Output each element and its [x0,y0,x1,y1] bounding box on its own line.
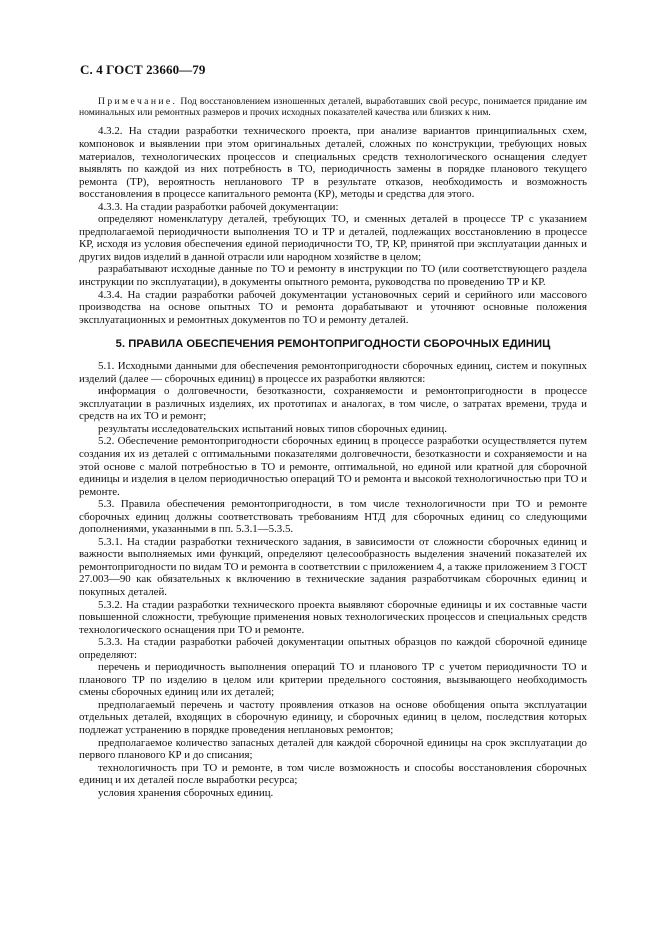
paragraph-5-1-item-2: результаты исследовательских испытаний новых типов сборочных единиц. [98,422,447,435]
paragraph-5-3-3-item-1: перечень и периодичность выполнения операций ТО и планового ТР с учетом периодичности ТО и планового ТР по изделию в целом или критерии предельного состояния, вызывающего необходимость смены сборочных единиц или их деталей; [79,661,587,699]
paragraph-4-3-3: 4.3.3. На стадии разработки рабочей документации: [98,200,339,213]
paragraph-5-3-1: 5.3.1. На стадии разработки технического задания, в зависимости от сложности сборочных единиц и важности выполняемых ими функций, определяют целесообразность выделения значений показателей их ремонтопригодности по видам ТО и ремонта в соответствии с приложением 4, а также приложением 3 ГОСТ 27.003—90 как обязательных к включению в технические задания разработчикам сборочных единиц и покупных деталей. [79,535,587,598]
paragraph-4-3-3-item-1: определяют номенклатуру деталей, требующих ТО, и сменных деталей в процессе ТР с указанием предполагаемой периодичности выполнения ТО и ТР и деталей, подлежащих восстановлению в процессе КР, исходя из условия обеспечения единой периодичности ТО, ТР, КР, принятой при эксплуатации данных и других видов изделий в данной отрасли или народном хозяйстве в целом; [79,213,587,263]
paragraph-4-3-4: 4.3.4. На стадии разработки рабочей документации установочных серий и серийного или массового производства на основе опытных ТО и ремонта дорабатывают и уточняют основные положения эксплуатационных и ремонтных документов по ТО и ремонту деталей. [79,288,587,326]
paragraph-5-3-3-item-3: предполагаемое количество запасных деталей для каждой сборочной единицы на срок эксплуатации до первого планового КР и до списания; [79,736,587,762]
paragraph-5-3-3-item-4: технологичность при ТО и ремонте, в том числе возможность и способы восстановления сборочных единиц и их деталей после выработки ресурса; [79,761,587,787]
note-paragraph [79,97,587,118]
paragraph-5-3-3-item-2: предполагаемый перечень и частоту проявления отказов на основе обобщения опыта эксплуатации отдельных деталей, входящих в сборочную единицу, и сборочных единиц в целом, последствия которых подлежат устранению в порядке проведения неплановых ремонтов; [79,698,587,737]
page-header: С. 4 ГОСТ 23660—79 [80,62,206,77]
note-text: Под восстановлением изношенных деталей, выработавших свой ресурс, понимается придание им номинальных или ремонтных размеров и прочих исходных показателей качества или близких к ним. [79,96,587,118]
section-5-title: 5. ПРАВИЛА ОБЕСПЕЧЕНИЯ РЕМОНТОПРИГОДНОСТИ СБОРОЧНЫХ ЕДИНИЦ [115,338,551,351]
paragraph-5-2: 5.2. Обеспечение ремонтопригодности сборочных единиц в процессе разработки осуществляется путем создания их из деталей с оптимальными показателями долговечности, безотказности и сохраняемости и на этой основе с малой потребностью в ТО и ремонте, оптимальной, но единой или кратной для сборочной единицы и изделия в целом периодичностью операций ТО и ремонта и высокой технологичностью при ТО и ремонте. [79,435,587,498]
paragraph-4-3-3-item-2: разрабатывают исходные данные по ТО и ремонту в инструкции по ТО (или соответствующего раздела инструкции по эксплуатации), в документы опытного ремонта, руководства по проведению ТР и КР. [79,263,587,288]
paragraph-5-3-2: 5.3.2. На стадии разработки технического проекта выявляют сборочные единицы и их составные части повышенной сложности, требующие применения новых технологических процессов и специальных средств технологического оснащения при ТО и ремонте. [79,598,587,636]
paragraph-5-1-item-1: информация о долговечности, безотказности, сохраняемости и ремонтопригодности в процессе эксплуатации в различных изделиях, их прототипах и аналогах, в том числе, о затратах времени, труда и средств на их ТО и ремонт; [79,385,587,423]
paragraph-5-1: 5.1. Исходными данными для обеспечения ремонтопригодности сборочных единиц, систем и покупных изделий (далее — сборочных единиц) в процессе их разработки являются: [79,360,587,385]
page-content [79,97,587,799]
paragraph-5-3-3: 5.3.3. На стадии разработки рабочей документации опытных образцов по каждой сборочной единице определяют: [79,636,587,661]
paragraph-4-3-2: 4.3.2. На стадии разработки технического проекта, при анализе вариантов принципиальных схем, компоновок и выявлении при этом оригинальных деталей, сложных по конструкции, требующих новых материалов, технологических процессов и специальных средств технологического оснащения следует выявлять по каждой из них потребность в ТО, периодичность замены в порядке планового текущего ремонта (ТР), вероятность непланового ТР в результате отказов, необходимость и возможность восстановления в процессе капитального ремонта (КР), методы и средства для этого. [79,125,587,201]
note-label: Примечание. [98,96,178,107]
paragraph-5-3-3-item-5: условия хранения сборочных единиц. [98,786,274,799]
paragraph-5-3: 5.3. Правила обеспечения ремонтопригодности, в том числе технологичности при ТО и ремонте сборочных единиц должны соответствовать требованиям НТД для сборочных единиц со следующими дополнениями, указанными в пп. 5.3.1—5.3.5. [79,498,587,536]
